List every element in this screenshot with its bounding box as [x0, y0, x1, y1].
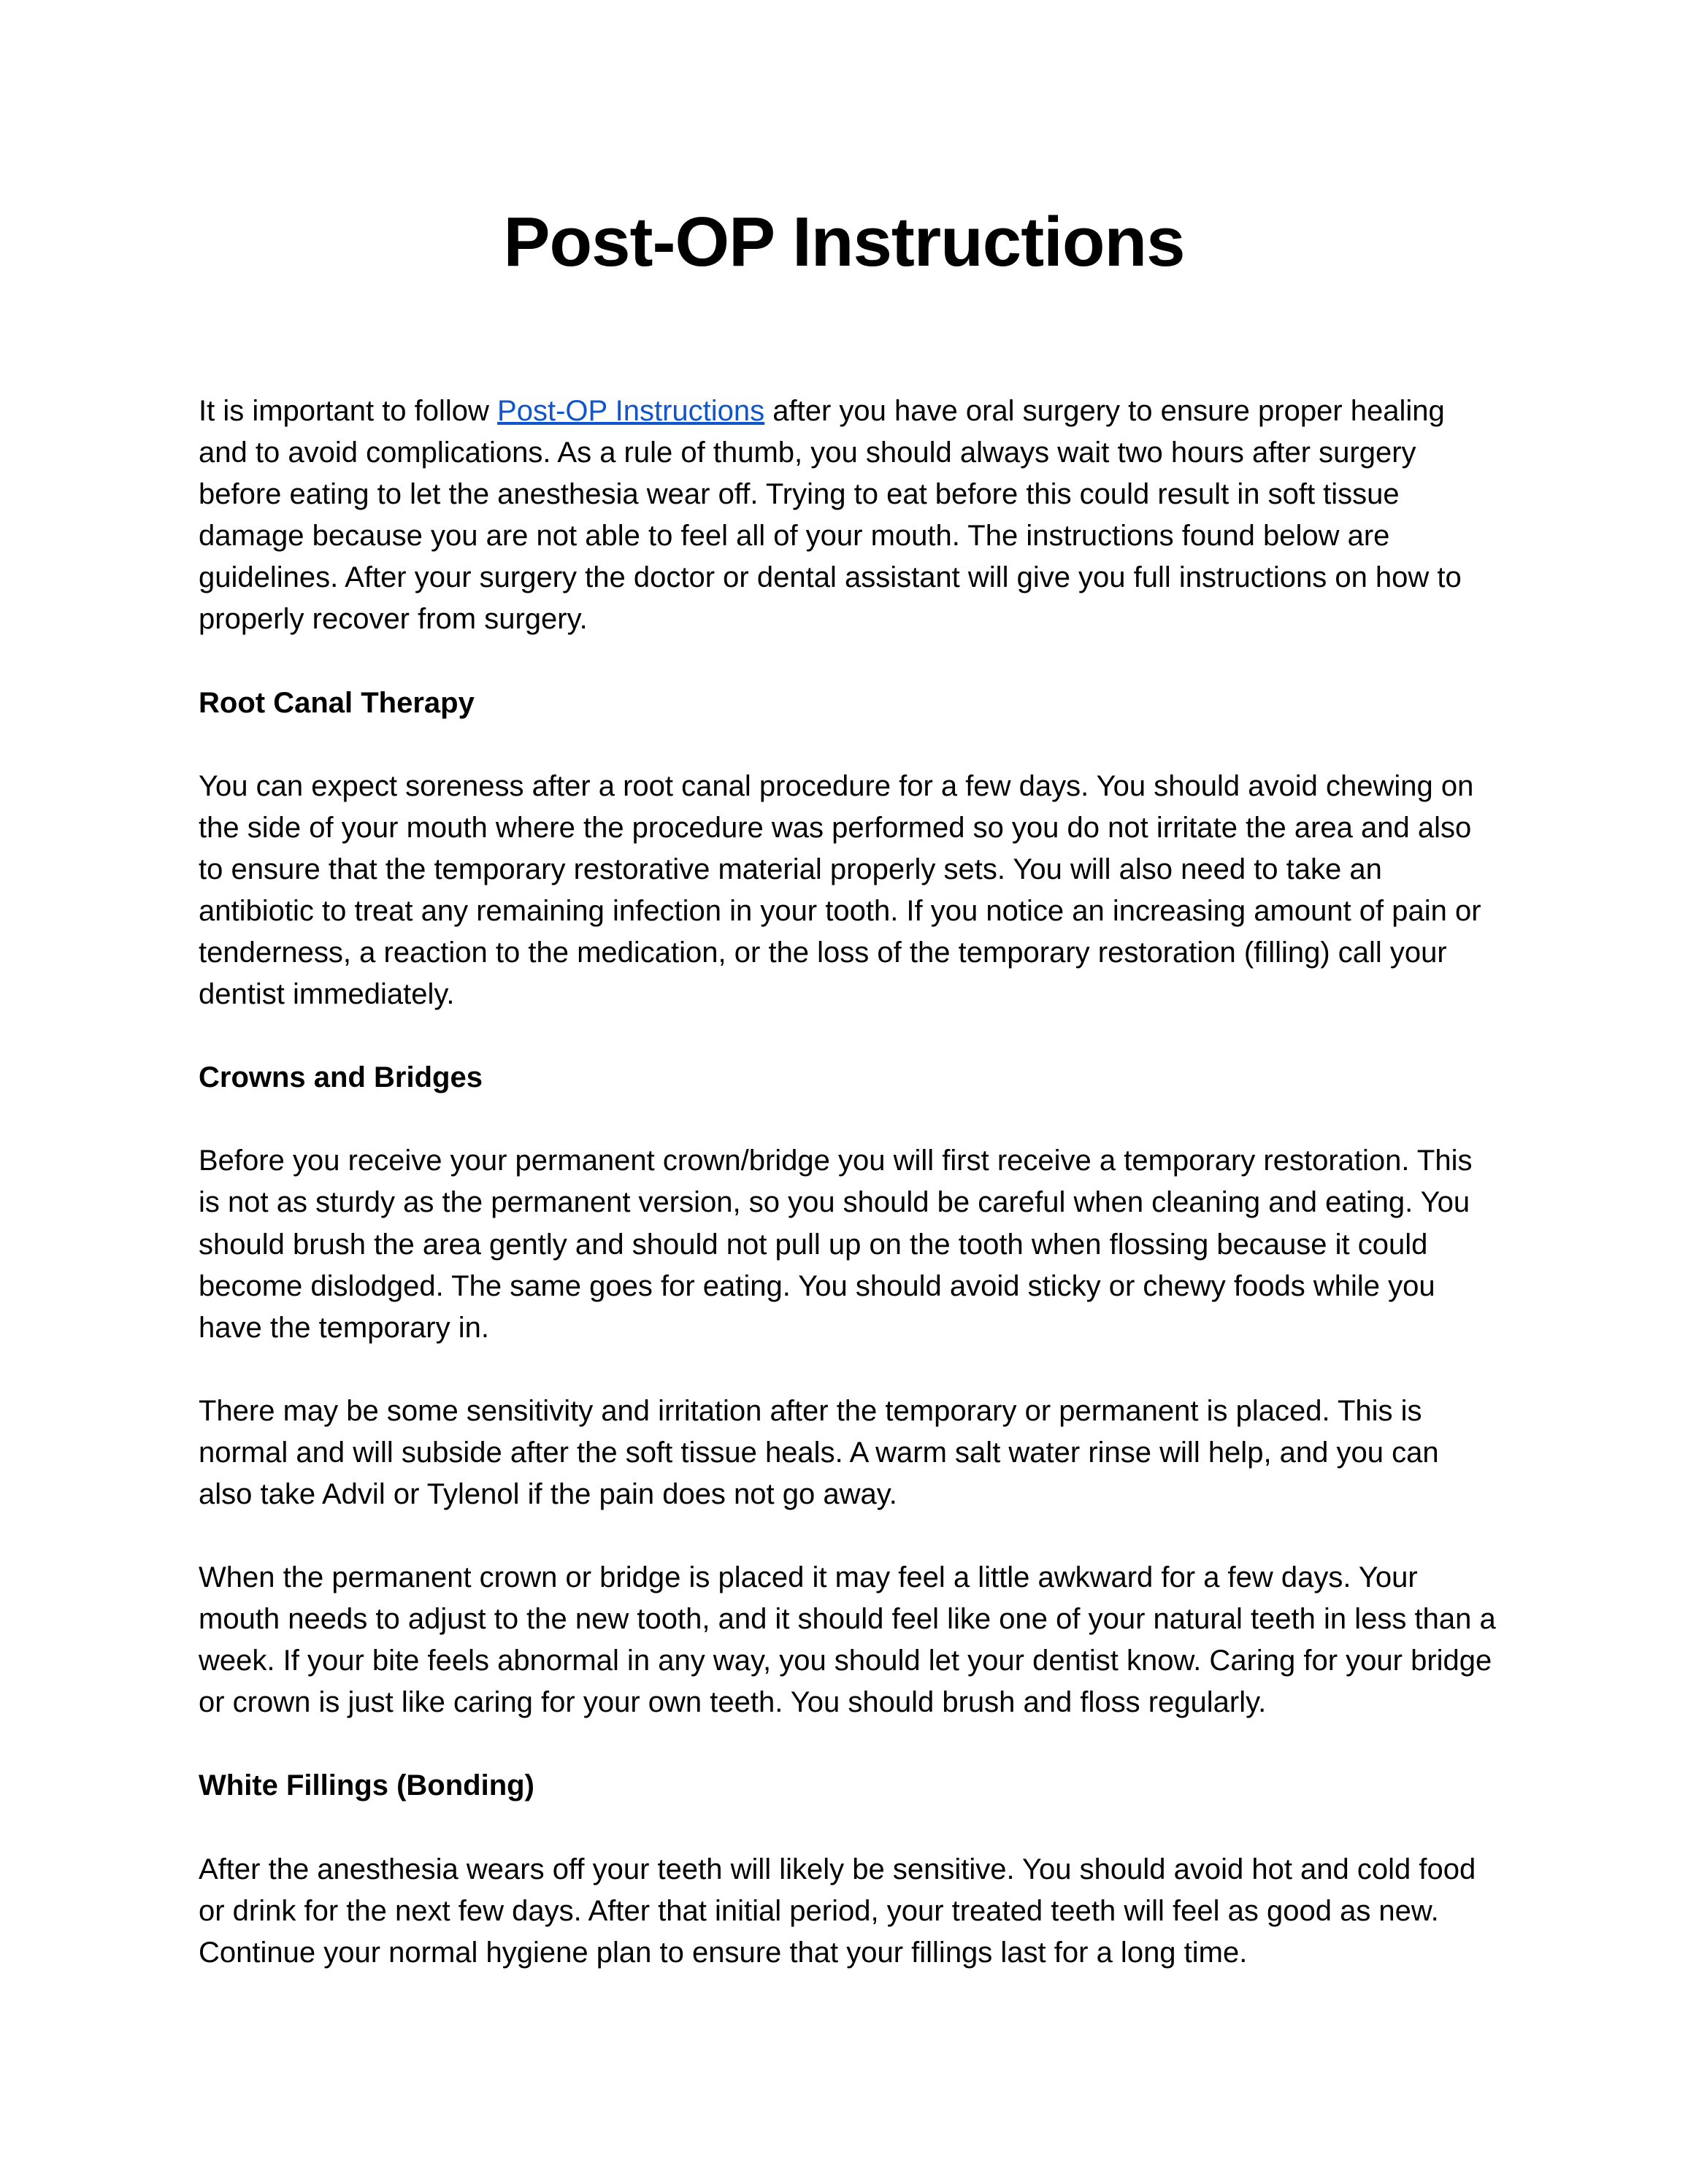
intro-text-after-link: after you have oral surgery to ensure proper healing and to avoid complications. As a rule of thumb, you should always wait two hours after surgery before eating to let the anesthesia wear off. Trying to eat before this could result in soft tissue damage because you are not able to feel all of your mouth. The instructions found below are guidelines. After your surgery the doctor or dental assistant will give you full instructions on how to properly recover from surgery. [199, 395, 1462, 636]
document-body [199, 391, 1498, 2015]
crowns-paragraph-sensitivity: There may be some sensitivity and irritation after the temporary or permanent is placed. This is normal and will subside after the soft tissue heals. A warm salt water rinse will help, and you can also take Advil or Tylenol if the pain does not go away. [199, 1394, 1439, 1510]
white-fillings-paragraph: After the anesthesia wears off your teeth will likely be sensitive. You should avoid hot and cold food or drink for the next few days. After that initial period, your treated teeth will feel as good as new. Continue your normal hygiene plan to ensure that your fillings last for a long time. [199, 1853, 1476, 1969]
crowns-paragraph-temporary: Before you receive your permanent crown/bridge you will first receive a temporary restoration. This is not as sturdy as the permanent version, so you should be careful when cleaning and eating. You should brush the area gently and should not pull up on the tooth when flossing because it could become dislodged. The same goes for eating. You should avoid sticky or chewy foods while you have the temporary in. [199, 1145, 1473, 1344]
section-heading-crowns-and-bridges: Crowns and Bridges [199, 1061, 483, 1094]
section-heading-white-fillings: White Fillings (Bonding) [199, 1769, 534, 1802]
intro-paragraph [199, 391, 1498, 641]
page-title: Post-OP Instructions [503, 203, 1185, 281]
crowns-paragraph-permanent: When the permanent crown or bridge is placed it may feel a little awkward for a few days. Your mouth needs to adjust to the new tooth, and it should feel like one of your natural teeth in less than a week. If your bite feels abnormal in any way, you should let your dentist know. Caring for your bridge or crown is just like caring for your own teeth. You should brush and floss regularly. [199, 1561, 1496, 1719]
section-heading-root-canal-therapy: Root Canal Therapy [199, 686, 475, 719]
post-op-instructions-link[interactable]: Post-OP Instructions [497, 395, 765, 427]
intro-text-before-link: It is important to follow [199, 395, 498, 427]
root-canal-paragraph: You can expect soreness after a root canal procedure for a few days. You should avoid chewing on the side of your mouth where the procedure was performed so you do not irritate the area and also to ensure that the temporary restorative material properly sets. You will also need to take an antibiotic to treat any remaining infection in your tooth. If you notice an increasing amount of pain or tenderness, a reaction to the medication, or the loss of the temporary restoration (filling) call your dentist immediately. [199, 769, 1481, 1011]
